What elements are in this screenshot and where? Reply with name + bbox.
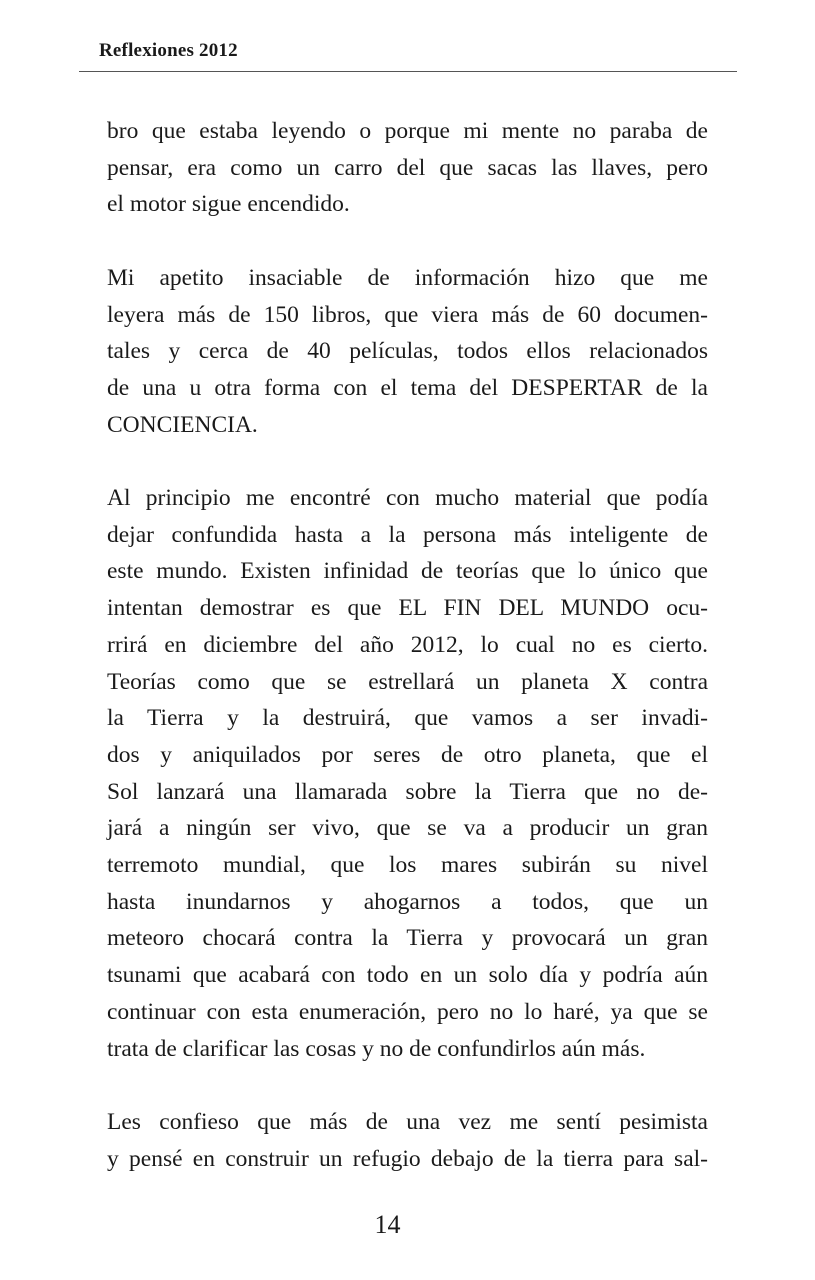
text-line: Sol lanzará una llamarada sobre la Tierra que no de- <box>107 778 708 805</box>
text-line: Mi apetito insaciable de información hizo que me <box>107 264 708 291</box>
text-line: y pensé en construir un refugio debajo de la tierra para sal- <box>107 1145 708 1172</box>
text-line: dejar confundida hasta a la persona más inteligente de <box>107 521 708 548</box>
text-line: terremoto mundial, que los mares subirán su nivel <box>107 852 708 879</box>
text-line: meteoro chocará contra la Tierra y provocará un gran <box>107 925 708 952</box>
text-line: la Tierra y la destruirá, que vamos a ser invadi- <box>107 705 708 732</box>
text-line: CONCIENCIA. <box>107 411 258 438</box>
text-line: dos y aniquilados por seres de otro planeta, que el <box>107 741 708 768</box>
text-line: intentan demostrar es que EL FIN DEL MUNDO ocu- <box>107 595 708 622</box>
text-line: tales y cerca de 40 películas, todos ellos relacionados <box>107 338 708 365</box>
paragraph-4 <box>107 1104 708 1177</box>
text-line: de una u otra forma con el tema del DESPERTAR de la <box>107 374 708 401</box>
text-line: hasta inundarnos y ahogarnos a todos, que un <box>107 888 708 915</box>
paragraph-3 <box>107 480 708 1067</box>
paragraph-1 <box>107 113 708 223</box>
text-line: Al principio me encontré con mucho material que podía <box>107 485 708 511</box>
running-header: Reflexiones 2012 <box>99 40 238 61</box>
text-line: leyera más de 150 libros, que viera más de 60 documen- <box>107 301 708 328</box>
text-line: Les confieso que más de una vez me sentí pesimista <box>107 1108 708 1135</box>
text-line: bro que estaba leyendo o porque mi mente no paraba de <box>107 118 708 144</box>
text-line: tsunami que acabará con todo en un solo día y podría aún <box>107 962 708 989</box>
page-number: 14 <box>374 1210 401 1239</box>
paragraph-2 <box>107 260 708 444</box>
text-line: este mundo. Existen infinidad de teorías que lo único que <box>107 558 708 585</box>
text-line: jará a ningún ser vivo, que se va a producir un gran <box>107 815 708 842</box>
header-rule <box>79 71 737 72</box>
body-text <box>107 113 708 1214</box>
text-line: continuar con esta enumeración, pero no lo haré, ya que se <box>107 998 708 1025</box>
text-line: el motor sigue encendido. <box>107 191 350 218</box>
text-line: rrirá en diciembre del año 2012, lo cual no es cierto. <box>107 631 708 658</box>
text-line: Teorías como que se estrellará un planeta X contra <box>107 668 708 695</box>
text-line: trata de clarificar las cosas y no de confundirlos aún más. <box>107 1035 646 1062</box>
text-line: pensar, era como un carro del que sacas las llaves, pero <box>107 154 708 181</box>
